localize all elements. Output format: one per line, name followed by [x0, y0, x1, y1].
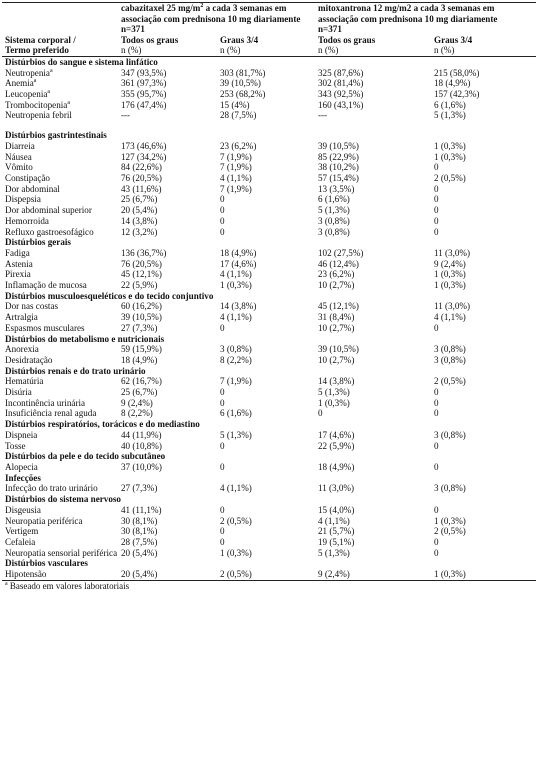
value-cell: 23 (6,2%): [318, 269, 355, 280]
table-row: [2, 312, 536, 323]
value-cell: 1 (0,3%): [220, 280, 252, 291]
value-cell: 37 (10,0%): [121, 461, 162, 472]
table-row: [2, 301, 536, 312]
table-row: [2, 387, 536, 398]
term-cell: Dispneia: [5, 429, 38, 440]
value-cell: 59 (15,9%): [121, 344, 162, 355]
value-cell: 27 (7,3%): [121, 483, 158, 494]
value-cell: 361 (97,3%): [121, 78, 167, 89]
value-cell: 303 (81,7%): [220, 67, 266, 78]
mitoxantrona-arm-header: mitoxantrona 12 mg/m2 a cada 3 semanas em associação com prednisona 10 mg diariamente n=371: [315, 3, 536, 35]
value-cell: 39 (10,5%): [220, 78, 261, 89]
value-cell: 76 (20,5%): [121, 173, 162, 183]
term-cell: Neuropatia periférica: [5, 515, 83, 526]
value-cell: 302 (81,4%): [318, 78, 364, 89]
value-cell: 11 (3,0%): [318, 483, 355, 494]
header-row-arms: [2, 3, 536, 35]
value-cell: 3 (0,8%): [434, 344, 466, 355]
value-cell: 10 (2,7%): [318, 280, 355, 291]
value-cell: 4 (1,1%): [220, 173, 252, 183]
value-cell: 8 (2,2%): [220, 354, 252, 365]
value-cell: 18 (4,9%): [434, 78, 471, 89]
value-cell: 30 (8,1%): [121, 515, 158, 526]
value-cell: 0: [434, 440, 439, 451]
term-cell: Incontinência urinária: [5, 397, 86, 408]
table-row: [2, 68, 536, 79]
value-cell: 0: [220, 215, 225, 226]
value-cell: 0: [220, 194, 225, 205]
value-cell: 1 (0,3%): [434, 280, 466, 291]
value-cell: 0: [220, 526, 225, 537]
section-header: [2, 419, 536, 430]
cabazitaxel-arm-header: cabazitaxel 25 $mg/m^2$ a cada 3 semanas em associação com prednisona 10 mg diariamente n=371: [118, 3, 315, 35]
table-row: [2, 89, 536, 100]
value-cell: 40 (10,8%): [121, 440, 162, 451]
value-cell: 0: [434, 461, 439, 472]
table-row: [2, 430, 536, 441]
table-row: [2, 100, 536, 111]
table-row: [2, 408, 536, 419]
term-cell: Espasmos musculares: [5, 322, 85, 333]
all-grades-header-2: Todos os graus: [318, 34, 376, 45]
section-header: [2, 291, 536, 302]
value-cell: 0: [434, 205, 439, 216]
value-cell: 343 (92,5%): [318, 89, 364, 100]
value-cell: 0: [220, 322, 225, 333]
value-cell: 22 (5,9%): [121, 280, 158, 291]
section-title: Distúrbios do sangue e sistema linfático: [5, 56, 158, 67]
term-cell: Diarreia: [5, 140, 35, 151]
value-cell: 0: [434, 183, 439, 194]
value-cell: 39 (10,5%): [318, 140, 359, 151]
term-cell: Desidratação: [5, 354, 53, 365]
section-title: Infecções: [5, 472, 41, 483]
value-cell: 0: [434, 536, 439, 547]
grade34-header-1: Graus 3/4: [220, 34, 259, 45]
table-row: [2, 441, 536, 452]
value-cell: 1 (0,3%): [318, 397, 350, 408]
table-row: [2, 227, 536, 238]
table-row: [2, 516, 536, 527]
value-cell: 23 (6,2%): [220, 140, 257, 151]
section-header: [2, 130, 536, 141]
value-cell: 5 (1,3%): [220, 429, 252, 440]
term-cell: Neuropatia sensorial periférica: [5, 547, 118, 558]
value-cell: 14 (3,8%): [121, 215, 158, 226]
value-cell: 4 (1,1%): [220, 483, 252, 494]
term-cell: Disgeusia: [5, 504, 41, 515]
value-cell: 157 (42,3%): [434, 89, 480, 100]
term-cell: Pirexia: [5, 269, 31, 280]
value-cell: 136 (36,7%): [121, 247, 167, 258]
term-cell: Alopecia: [5, 461, 38, 472]
value-cell: 2 (0,5%): [217, 569, 315, 580]
value-cell: 3 (0,8%): [318, 226, 350, 237]
unit-header-1: n (%): [118, 45, 217, 56]
value-cell: 17 (4,6%): [220, 258, 257, 269]
value-cell: 1 (0,3%): [434, 151, 466, 162]
table-row: [2, 376, 536, 387]
value-cell: 10 (2,7%): [318, 322, 355, 333]
value-cell: 325 (87,6%): [318, 67, 364, 78]
value-cell: 18 (4,9%): [220, 247, 257, 258]
value-cell: 127 (34,2%): [121, 151, 167, 162]
value-cell: 253 (68,2%): [220, 89, 266, 100]
value-cell: 13 (3,5%): [318, 183, 355, 194]
section-title: Distúrbios gastrintestinais: [5, 130, 107, 141]
value-cell: 12 (3,2%): [121, 226, 158, 237]
table-row: [2, 323, 536, 334]
value-cell: 9 (2,4%): [315, 569, 431, 580]
table-row: [2, 216, 536, 227]
value-cell: 39 (10,5%): [121, 312, 162, 323]
value-cell: 0: [318, 408, 323, 419]
table-row: [2, 537, 536, 548]
value-cell: 9 (2,4%): [121, 397, 153, 408]
header-row-grades: [2, 35, 536, 46]
value-cell: 1 (0,3%): [431, 569, 536, 580]
table-row: [2, 194, 536, 205]
term-cell: Dispepsia: [5, 194, 41, 205]
value-cell: 5 (1,3%): [318, 205, 350, 216]
term-cell: Insuficiência renal aguda: [5, 408, 97, 419]
value-cell: 2 (0,5%): [434, 376, 466, 387]
value-cell: 18 (4,9%): [318, 461, 355, 472]
value-cell: 0: [434, 504, 439, 515]
value-cell: 6 (1,6%): [434, 99, 466, 110]
value-cell: 0: [434, 226, 439, 237]
term-cell: Dor abdominal superior: [5, 205, 92, 216]
value-cell: 4 (1,1%): [434, 312, 466, 323]
section-title: Distúrbios gerais: [5, 237, 71, 248]
value-cell: 5 (1,3%): [318, 547, 350, 558]
table-row: [2, 483, 536, 494]
term-cell: Constipação: [5, 173, 50, 183]
value-cell: 0: [434, 194, 439, 205]
value-cell: 1 (0,3%): [434, 515, 466, 526]
section-spacer: [2, 121, 536, 130]
value-cell: 0: [220, 205, 225, 216]
value-cell: 3 (0,8%): [220, 344, 252, 355]
section-header: [2, 451, 536, 462]
value-cell: 17 (4,6%): [318, 429, 355, 440]
value-cell: 4 (1,1%): [220, 269, 252, 280]
value-cell: 21 (5,7%): [318, 526, 355, 537]
section-header: [2, 494, 536, 505]
value-cell: 11 (3,0%): [434, 247, 471, 258]
term-cell: Dor abdominal: [5, 183, 60, 194]
table-row: [2, 505, 536, 516]
term-cell: Vômito: [5, 162, 33, 173]
table-row: [2, 398, 536, 409]
value-cell: 15 (4,0%): [318, 504, 355, 515]
value-cell: 0: [434, 408, 439, 419]
term-cell: Náusea: [5, 151, 32, 162]
value-cell: 173 (46,6%): [121, 140, 167, 151]
value-cell: 76 (20,5%): [121, 258, 162, 269]
value-cell: 7 (1,9%): [220, 162, 252, 173]
value-cell: 18 (4,9%): [121, 354, 158, 365]
term-cell: Refluxo gastroesofágico: [5, 226, 94, 237]
value-cell: 85 (22,9%): [318, 151, 359, 162]
value-cell: 10 (2,7%): [318, 354, 355, 365]
value-cell: 0: [220, 504, 225, 515]
table-row: [2, 280, 536, 291]
term-cell: Cefaleia: [5, 536, 36, 547]
table-row: [2, 526, 536, 537]
section-header: [2, 237, 536, 248]
section-header: [2, 473, 536, 484]
value-cell: 6 (1,6%): [318, 194, 350, 205]
table-row: [2, 259, 536, 270]
value-cell: 3 (0,8%): [434, 429, 466, 440]
value-cell: 5 (1,3%): [434, 110, 466, 121]
value-cell: 9 (2,4%): [434, 258, 466, 269]
value-cell: 5 (1,3%): [318, 387, 350, 398]
value-cell: 2 (0,5%): [220, 515, 252, 526]
value-cell: 45 (12,1%): [121, 269, 162, 280]
table-row: [2, 152, 536, 163]
adverse-events-document: [2, 0, 536, 592]
section-title: Distúrbios respiratórios, torácicos e do mediastino: [5, 419, 200, 430]
value-cell: 7 (1,9%): [220, 183, 252, 194]
row-label-header: Sistema corporal /: [5, 34, 76, 45]
value-cell: 20 (5,4%): [121, 547, 158, 558]
value-cell: 176 (47,4%): [121, 99, 167, 110]
value-cell: 25 (6,7%): [121, 194, 158, 205]
value-cell: 160 (43,1%): [318, 99, 364, 110]
table-row: [2, 548, 536, 559]
value-cell: 0: [220, 536, 225, 547]
value-cell: 41 (11,1%): [121, 504, 162, 515]
value-cell: 8 (2,2%): [121, 408, 153, 419]
value-cell: 28 (7,5%): [220, 110, 257, 121]
value-cell: 4 (1,1%): [220, 312, 252, 323]
section-header: [2, 558, 536, 569]
term-cell: Neutropenia febril: [5, 110, 72, 121]
value-cell: 30 (8,1%): [121, 526, 158, 537]
value-cell: 0: [220, 461, 225, 472]
term-cell: Astenia: [5, 258, 33, 269]
value-cell: 0: [434, 322, 439, 333]
term-cell: Infecção do trato urinário: [5, 483, 98, 494]
value-cell: 2 (0,5%): [434, 173, 466, 183]
value-cell: 15 (4%): [220, 99, 250, 110]
value-cell: 14 (3,8%): [318, 376, 355, 387]
value-cell: 1 (0,3%): [220, 547, 252, 558]
value-cell: 38 (10,2%): [318, 162, 359, 173]
value-cell: 62 (16,7%): [121, 376, 162, 387]
value-cell: ---: [318, 110, 328, 121]
value-cell: 46 (12,4%): [318, 258, 359, 269]
value-cell: 44 (11,9%): [121, 429, 162, 440]
section-title: Distúrbios da pele e do tecido subcutâneo: [5, 451, 166, 462]
table-row: [2, 110, 536, 121]
section-title: Distúrbios musculoesqueléticos e do tecido conjuntivo: [5, 290, 214, 301]
value-cell: 31 (8,4%): [318, 312, 355, 323]
section-title: Distúrbios vasculares: [5, 558, 88, 569]
value-cell: 84 (22,6%): [121, 162, 162, 173]
value-cell: 102 (27,5%): [318, 247, 364, 258]
value-cell: 57 (15,4%): [318, 173, 359, 183]
table-row: [2, 344, 536, 355]
table-row: [2, 141, 536, 152]
grade34-header-2: Graus 3/4: [434, 34, 473, 45]
value-cell: 43 (11,6%): [121, 183, 162, 194]
section-header: [2, 366, 536, 377]
value-cell: 14 (3,8%): [220, 301, 257, 312]
value-cell: 3 (0,8%): [434, 483, 466, 494]
value-cell: 347 (93,5%): [121, 67, 167, 78]
value-cell: 0: [434, 162, 439, 173]
section-header: [2, 334, 536, 345]
value-cell: 6 (1,6%): [220, 408, 252, 419]
value-cell: 4 (1,1%): [318, 515, 350, 526]
table-row: [2, 462, 536, 473]
value-cell: 0: [434, 547, 439, 558]
section-header: [2, 56, 536, 67]
value-cell: 7 (1,9%): [220, 376, 252, 387]
term-cell: Neutropenia$^a$: [5, 67, 53, 78]
unit-header-3: n (%): [315, 45, 431, 56]
footnote: $^a$ Baseado em valores laboratoriais: [5, 580, 130, 591]
value-cell: 3 (0,8%): [434, 354, 466, 365]
value-cell: 11 (3,0%): [434, 301, 471, 312]
value-cell: 39 (10,5%): [318, 344, 359, 355]
value-cell: 0: [220, 397, 225, 408]
table-row: [2, 184, 536, 195]
value-cell: ---: [121, 110, 131, 121]
term-cell: Hemorroida: [5, 215, 49, 226]
adverse-events-table: [2, 2, 536, 581]
value-cell: 355 (95,7%): [121, 89, 167, 100]
value-cell: 0: [434, 387, 439, 398]
unit-header-2: n (%): [217, 45, 315, 56]
table-row: [2, 205, 536, 216]
term-cell: Leucopenia$^a$: [5, 89, 51, 100]
value-cell: 0: [220, 387, 225, 398]
value-cell: 2 (0,5%): [434, 526, 466, 537]
header-row-units: [2, 45, 536, 56]
term-cell: Trombocitopenia$^a$: [5, 99, 70, 110]
value-cell: 0: [220, 226, 225, 237]
value-cell: 0: [220, 440, 225, 451]
all-grades-header-1: Todos os graus: [121, 34, 179, 45]
term-cell: Fadiga: [5, 247, 30, 258]
table-row: [2, 355, 536, 366]
value-cell: 0: [434, 215, 439, 226]
value-cell: 215 (58,0%): [434, 67, 480, 78]
table-row: [2, 173, 536, 184]
table-row: [2, 248, 536, 259]
value-cell: 20 (5,4%): [118, 569, 217, 580]
row-label-header-2: Termo preferido: [2, 45, 118, 56]
table-row: [2, 78, 536, 89]
value-cell: 28 (7,5%): [121, 536, 158, 547]
value-cell: 22 (5,9%): [318, 440, 355, 451]
value-cell: 0: [434, 397, 439, 408]
term-cell: Dor nas costas: [5, 301, 59, 312]
value-cell: 3 (0,8%): [318, 215, 350, 226]
section-title: Distúrbios do metabolismo e nutricionais: [5, 333, 165, 344]
table-row: [2, 569, 536, 580]
unit-header-4: n (%): [431, 45, 536, 56]
term-cell: Tosse: [5, 440, 26, 451]
term-cell: Vertigem: [5, 526, 39, 537]
value-cell: 7 (1,9%): [220, 151, 252, 162]
term-cell: Anorexia: [5, 344, 39, 355]
value-cell: 60 (16,2%): [121, 301, 162, 312]
term-cell: Inflamação de mucosa: [5, 280, 87, 291]
value-cell: 1 (0,3%): [434, 269, 466, 280]
term-cell: Hematúria: [5, 376, 44, 387]
table-row: [2, 162, 536, 173]
value-cell: 45 (12,1%): [318, 301, 359, 312]
value-cell: 27 (7,3%): [121, 322, 158, 333]
value-cell: 20 (5,4%): [121, 205, 158, 216]
term-cell: Anemia$^a$: [5, 78, 37, 89]
term-cell: Hipotensão: [2, 569, 118, 580]
section-title: Distúrbios renais e do trato urinário: [5, 365, 146, 376]
table-row: [2, 269, 536, 280]
value-cell: 19 (5,1%): [318, 536, 355, 547]
value-cell: 25 (6,7%): [121, 387, 158, 398]
term-cell: Disúria: [5, 387, 32, 398]
value-cell: 1 (0,3%): [434, 140, 466, 151]
term-cell: Artralgia: [5, 312, 38, 323]
section-title: Distúrbios do sistema nervoso: [5, 494, 121, 505]
